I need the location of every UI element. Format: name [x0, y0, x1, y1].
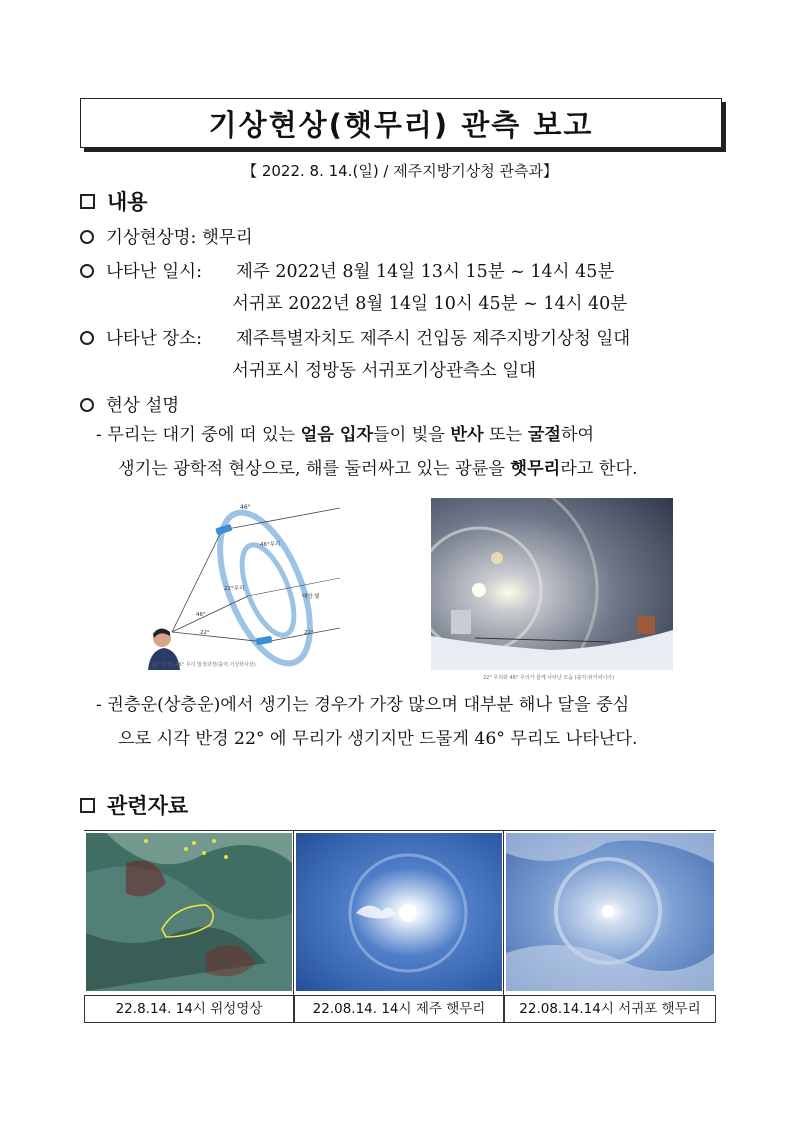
section-heading-related: 관련자료 — [80, 790, 188, 820]
halo-photo-svg — [431, 498, 673, 670]
circle-bullet-icon — [80, 398, 94, 412]
caption-jeju: 22.08.14. 14시 제주 햇무리 — [294, 996, 504, 1022]
halo-diagram: 46° 46°무리 22°무리 태양 빛 46° 22° 22° 22° 무리, 46° 무리 발생과정(출처:기상학사전) — [140, 500, 350, 670]
jeju-halo-svg — [296, 833, 502, 991]
halo-diagram-svg — [140, 500, 350, 670]
caption-seogwipo: 22.08.14.14시 서귀포 햇무리 — [504, 996, 716, 1022]
photo-caption: 22° 무리와 46° 무리가 함께 나타난 모습 (출처:위키피디아) — [483, 675, 615, 681]
caption-satellite: 22.8.14. 14시 위성영상 — [84, 996, 294, 1022]
diagram-caption: 22° 무리, 46° 무리 발생과정(출처:기상학사전) — [152, 662, 256, 668]
description-label-line: 현상 설명 — [80, 392, 179, 417]
seogwipo-halo-svg — [506, 833, 714, 991]
satellite-image-svg — [86, 833, 292, 991]
circle-bullet-icon — [80, 331, 94, 345]
square-bullet-icon — [80, 194, 95, 209]
place-line-2: 서귀포시 정방동 서귀포기상관측소 일대 — [232, 361, 537, 381]
place-line: 나타난 장소: 제주특별자치도 제주시 건입동 제주지방기상청 일대 — [80, 325, 630, 350]
phenomenon-line: 기상현상명: 햇무리 — [80, 224, 253, 249]
ice-crystal-bottom — [256, 636, 273, 646]
circle-bullet-icon — [80, 230, 94, 244]
report-subtitle: 【 2022. 8. 14.(일) / 제주지방기상청 관측과】 — [242, 162, 558, 180]
description-paragraph-1: - 무리는 대기 중에 떠 있는 얼음 입자들이 빛을 반사 또는 굴절하여 생기는 광학적 현상으로, 해를 둘러싸고 있는 광륜을 햇무리라고 한다. — [96, 425, 638, 479]
description-paragraph-2: - 권층운(상층운)에서 생기는 경우가 가장 많으며 대부분 해나 달을 중심 으로 시각 반경 22° 에 무리가 생기지만 드물게 46° 무리도 나타난다. — [96, 695, 638, 749]
satellite-image — [84, 831, 294, 995]
related-captions-row — [84, 995, 716, 1023]
section-heading-content: 내용 — [80, 186, 148, 216]
report-title: 기상현상(햇무리) 관측 보고 — [80, 98, 722, 148]
time-line-2: 서귀포 2022년 8월 14일 10시 45분 ~ 14시 40분 — [232, 294, 628, 314]
halo-photo — [431, 498, 673, 681]
related-images-table — [84, 830, 716, 1023]
time-line: 나타난 일시: 제주 2022년 8월 14일 13시 15분 ~ 14시 45분 — [80, 258, 614, 283]
circle-bullet-icon — [80, 264, 94, 278]
seogwipo-halo-image — [504, 831, 716, 995]
jeju-halo-image — [294, 831, 504, 995]
square-bullet-icon — [80, 798, 95, 813]
sun-ray-mid — [248, 578, 340, 596]
ring-46 — [202, 500, 329, 670]
